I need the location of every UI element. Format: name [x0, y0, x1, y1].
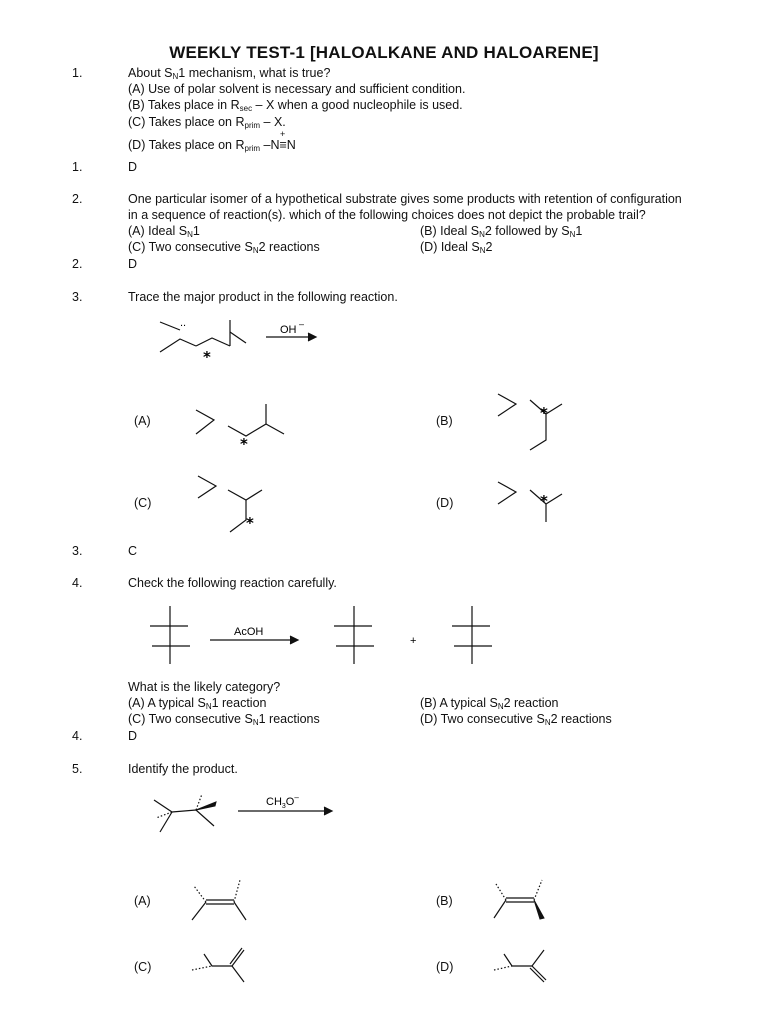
- option-text: (C) Two consecutive S: [128, 712, 253, 726]
- option-d-label: (D): [436, 496, 454, 510]
- q5-option-b-structure: [494, 880, 544, 919]
- answer-number: 3.: [72, 544, 83, 558]
- option-text: 2: [485, 240, 493, 254]
- positive-charge: +: [280, 129, 286, 139]
- q5-option-a-structure: [192, 880, 246, 920]
- subscript: N: [252, 246, 259, 255]
- q3-reagent: OH: [280, 324, 297, 336]
- option-text: 1 reaction: [211, 696, 267, 710]
- q3-reagent-charge: –: [299, 319, 305, 329]
- subscript: N: [544, 718, 551, 727]
- option-text: – X when a good nucleophile is used.: [252, 98, 463, 112]
- q3-option-c-structure: [198, 476, 262, 532]
- plus-sign: +: [410, 635, 417, 647]
- stem-text: About S: [128, 66, 173, 80]
- answer-number: 4.: [72, 729, 83, 743]
- option-text: – X.: [260, 115, 286, 129]
- option-text: (A) A typical S: [128, 696, 206, 710]
- q3-reaction-arrow: [266, 319, 316, 341]
- answer: D: [128, 160, 138, 174]
- sub-question: What is the likely category?: [128, 680, 281, 694]
- question-number: 1.: [72, 66, 83, 80]
- answer-number: 2.: [72, 257, 83, 271]
- option-text: 2 reactions: [550, 712, 612, 726]
- option-text: 1: [575, 224, 583, 238]
- option-c-label: (C): [134, 960, 152, 974]
- question-number: 3.: [72, 290, 83, 304]
- option-text: (D) Ideal S: [420, 240, 480, 254]
- option-text: –N≡N: [260, 138, 296, 152]
- q4-product-1-structure: [334, 606, 374, 664]
- q4-reactant-structure: [150, 606, 190, 664]
- option-a-label: (A): [134, 414, 151, 428]
- subscript: N: [569, 230, 576, 239]
- q4-reagent: AcOH: [234, 626, 264, 638]
- subscript: prim: [244, 144, 261, 153]
- answer-number: 1.: [72, 160, 83, 174]
- option-text: (D) Takes place on R: [128, 138, 245, 152]
- q3-reactant-structure: [160, 317, 246, 366]
- q5-reactant-structure: [154, 794, 216, 832]
- question-stem: Identify the product.: [128, 762, 238, 776]
- option-text: (B) Ideal S: [420, 224, 480, 238]
- subscript: N: [205, 702, 212, 711]
- q3-option-a-structure: [196, 404, 284, 453]
- q5-option-d-structure: [494, 950, 546, 982]
- question-number: 5.: [72, 762, 83, 776]
- answer: D: [128, 729, 138, 743]
- question-stem-line1: One particular isomer of a hypothetical substrate gives some products with retention of configuration: [128, 192, 682, 206]
- option-text: 2 reaction: [503, 696, 559, 710]
- question-stem-line2: in a sequence of reaction(s). which of the following choices does not depict the probable trail?: [128, 208, 646, 222]
- q3-option-b-structure: [498, 394, 562, 450]
- option-d-label: (D): [436, 960, 454, 974]
- subscript: sec: [239, 104, 253, 113]
- option-c-label: (C): [134, 496, 152, 510]
- answer: D: [128, 257, 138, 271]
- subscript: 3: [281, 803, 286, 810]
- option-text: 1: [192, 224, 200, 238]
- option-text: 2 reactions: [258, 240, 320, 254]
- stereo-star: *: [246, 514, 254, 532]
- stereo-star: *: [540, 492, 548, 510]
- q5-reagent: [266, 793, 299, 810]
- question-number: 2.: [72, 192, 83, 206]
- subscript: N: [497, 702, 504, 711]
- question-number: 4.: [72, 576, 83, 590]
- q4-product-2-structure: [452, 606, 492, 664]
- option-a-label: (A): [134, 894, 151, 908]
- charge: –: [294, 793, 299, 802]
- subscript: N: [252, 718, 259, 727]
- option-text: (A) Ideal S: [128, 224, 188, 238]
- subscript: N: [187, 230, 193, 239]
- option-text: (C) Two consecutive S: [128, 240, 253, 254]
- stem-text: 1 mechanism, what is true?: [178, 66, 331, 80]
- option-b-label: (B): [436, 894, 453, 908]
- stereo-star: *: [540, 404, 548, 422]
- question-stem: Check the following reaction carefully.: [128, 576, 337, 590]
- q5-reaction-arrow: [238, 793, 332, 815]
- answer: C: [128, 544, 138, 558]
- reagent-text: CH: [266, 796, 282, 808]
- reagent-text: O: [285, 796, 295, 808]
- page-title: WEEKLY TEST-1 [HALOALKANE AND HALOARENE]: [169, 43, 599, 62]
- stereo-star: *: [240, 435, 248, 453]
- subscript: prim: [244, 121, 261, 130]
- q5-option-c-structure: [192, 948, 244, 982]
- option-text: (C) Takes place on R: [128, 115, 245, 129]
- option-text: (D) Two consecutive S: [420, 712, 545, 726]
- stereo-star: *: [203, 348, 211, 366]
- lone-pair-dots: ..: [180, 317, 187, 329]
- question-stem: Trace the major product in the following reaction.: [128, 290, 398, 304]
- option-text: 1 reactions: [258, 712, 320, 726]
- option-text: (B) Takes place in R: [128, 98, 240, 112]
- q4-reaction-arrow: [210, 626, 298, 644]
- option-a: (A) Use of polar solvent is necessary and sufficient condition.: [128, 82, 466, 96]
- subscript: N: [172, 72, 179, 81]
- q3-option-d-structure: [498, 482, 562, 522]
- option-b-label: (B): [436, 414, 453, 428]
- subscript: N: [479, 230, 485, 239]
- option-text: (B) A typical S: [420, 696, 498, 710]
- option-text: 2 followed by S: [484, 224, 570, 238]
- subscript: N: [479, 246, 486, 255]
